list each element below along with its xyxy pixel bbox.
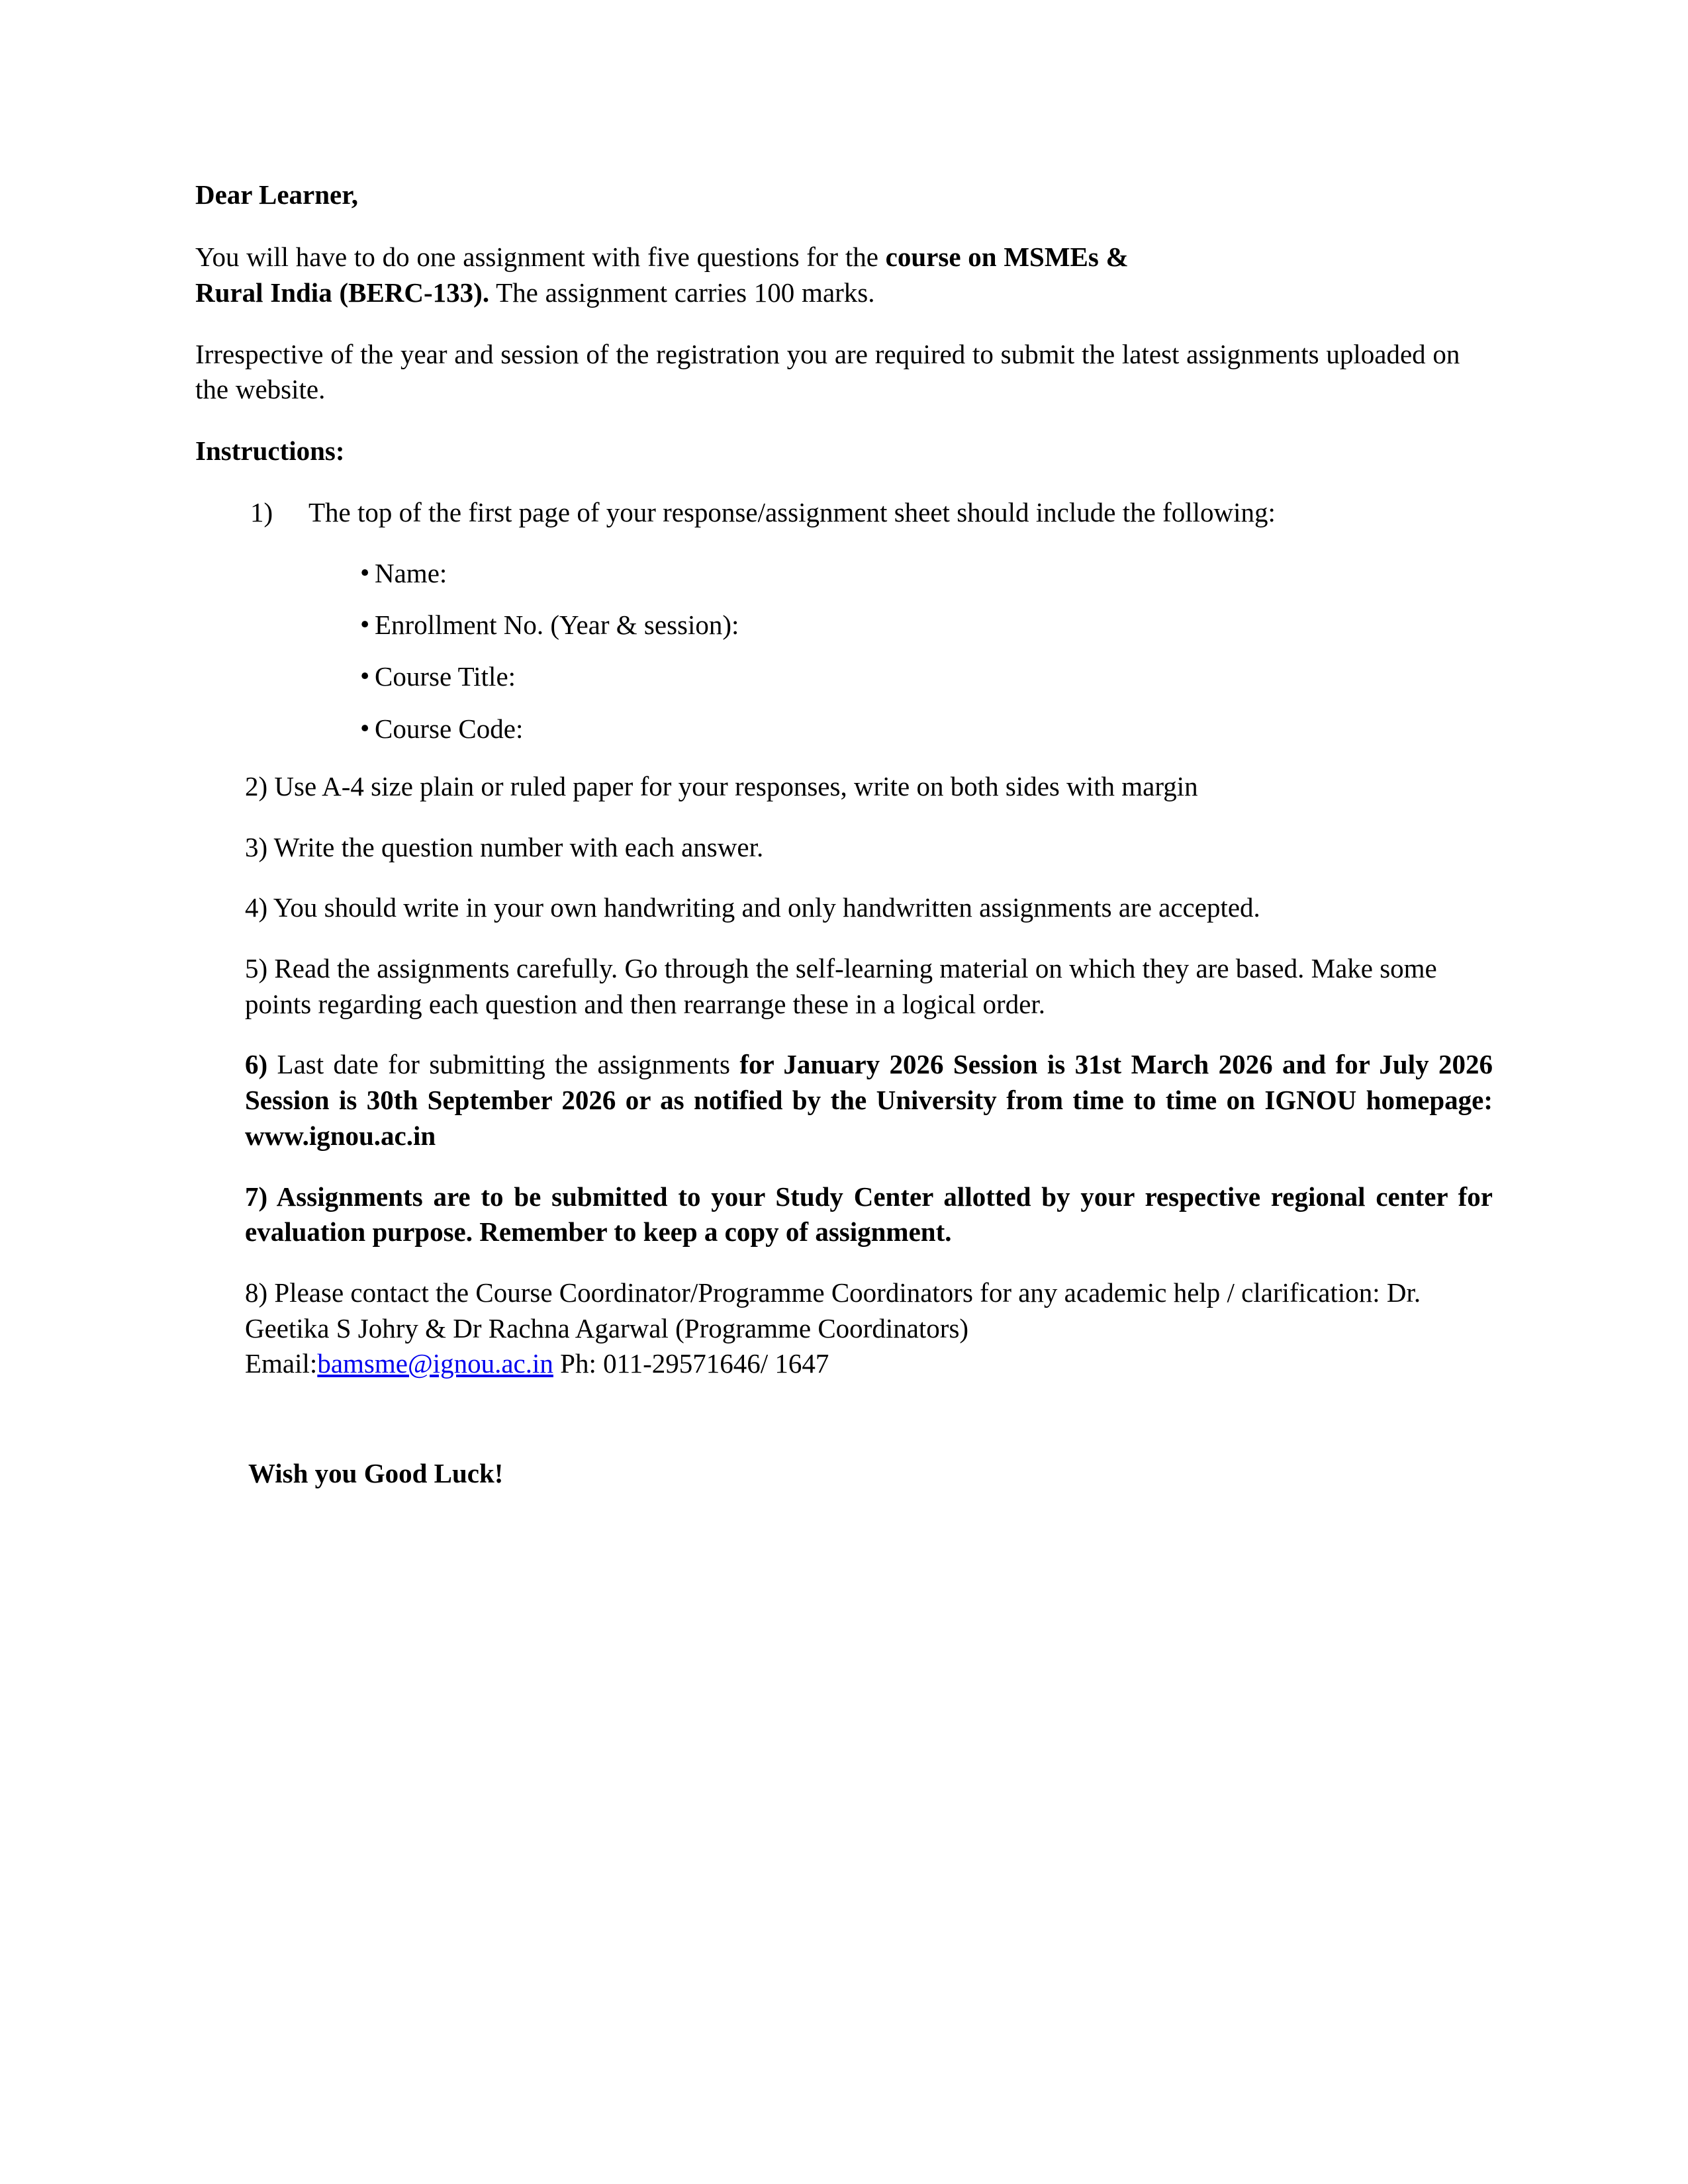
assignment-header-bullet-list: [195, 556, 1493, 747]
document-body: [195, 177, 1493, 1491]
bullet-icon: •: [360, 609, 370, 639]
bullet-label-course-code: Course Code:: [375, 713, 524, 744]
list-item: [195, 556, 1493, 591]
bullet-icon: •: [360, 557, 370, 588]
instruction-item-6-plain: Last date for submitting the assignments: [267, 1049, 740, 1080]
instruction-item-1: [250, 495, 1493, 530]
instruction-item-8-line1: 8) Please contact the Course Coordinator/Programme Coordinators for any academic help / clarification: Dr. Geetika S Johry & Dr Rachna Agarwal (Programme Coordinators): [245, 1277, 1421, 1343]
list-item: [195, 608, 1493, 643]
intro-course-bold-1: course on MSMEs &: [885, 242, 1129, 273]
bullet-label-enrollment: Enrollment No. (Year & session):: [375, 610, 739, 640]
instruction-item-7: 7) Assignments are to be submitted to your Study Center allotted by your respective regional center for evaluation purpose. Remember to keep a copy of assignment.: [245, 1181, 1493, 1248]
bullet-icon: •: [360, 660, 370, 692]
bullet-label-name: Name:: [375, 557, 447, 588]
intro-text-a: You will have to do one assignment with five questions for the: [195, 242, 886, 273]
instruction-item-6: [195, 1047, 1493, 1154]
email-link[interactable]: bamsme@ignou.ac.in: [317, 1348, 553, 1379]
instruction-item-3: 3) Write the question number with each answer.: [245, 831, 764, 862]
intro-marks-text: The assignment carries 100 marks.: [489, 277, 875, 308]
signoff-text: Wish you Good Luck!: [248, 1458, 504, 1489]
instructions-heading: Instructions:: [195, 435, 345, 467]
spacer: [195, 1382, 1493, 1456]
bullet-label-course-title: Course Title:: [375, 661, 516, 692]
instruction-item-5: 5) Read the assignments carefully. Go through the self-learning material on which they are based. Make some points regarding each question and then rearrange these in a logical order.: [245, 953, 1437, 1019]
intro-course-bold-2: Rural India (BERC-133).: [195, 277, 490, 308]
instruction-item-8: [195, 1275, 1493, 1382]
email-label: Email:: [245, 1348, 318, 1379]
instruction-item-1-text: The top of the first page of your response/assignment sheet should include the following:: [308, 497, 1276, 528]
instruction-item-1-number: 1): [250, 497, 273, 528]
intro-paragraph: [195, 240, 1493, 310]
instruction-item-6-number: 6): [245, 1049, 268, 1080]
phone-text: Ph: 011-29571646/ 1647: [553, 1348, 829, 1379]
instruction-item-4: 4) You should write in your own handwriting and only handwritten assignments are accepted.: [245, 892, 1260, 923]
salutation: Dear Learner,: [195, 179, 358, 210]
bullet-icon: •: [360, 712, 370, 743]
instruction-item-2: 2) Use A-4 size plain or ruled paper for your responses, write on both sides with margin: [245, 770, 1198, 801]
registration-notice-paragraph: Irrespective of the year and session of the registration you are required to submit the latest assignments uploaded on the website.: [195, 338, 1460, 405]
instruction-item-6-bold: for January 2026 Session is 31st March 2026 and for July 2026 Session is 30th September 2026 or as notified by the University from time to time on IGNOU homepage: www.ignou.ac.in: [245, 1049, 1493, 1151]
list-item: [195, 659, 1493, 694]
list-item: [195, 711, 1493, 747]
